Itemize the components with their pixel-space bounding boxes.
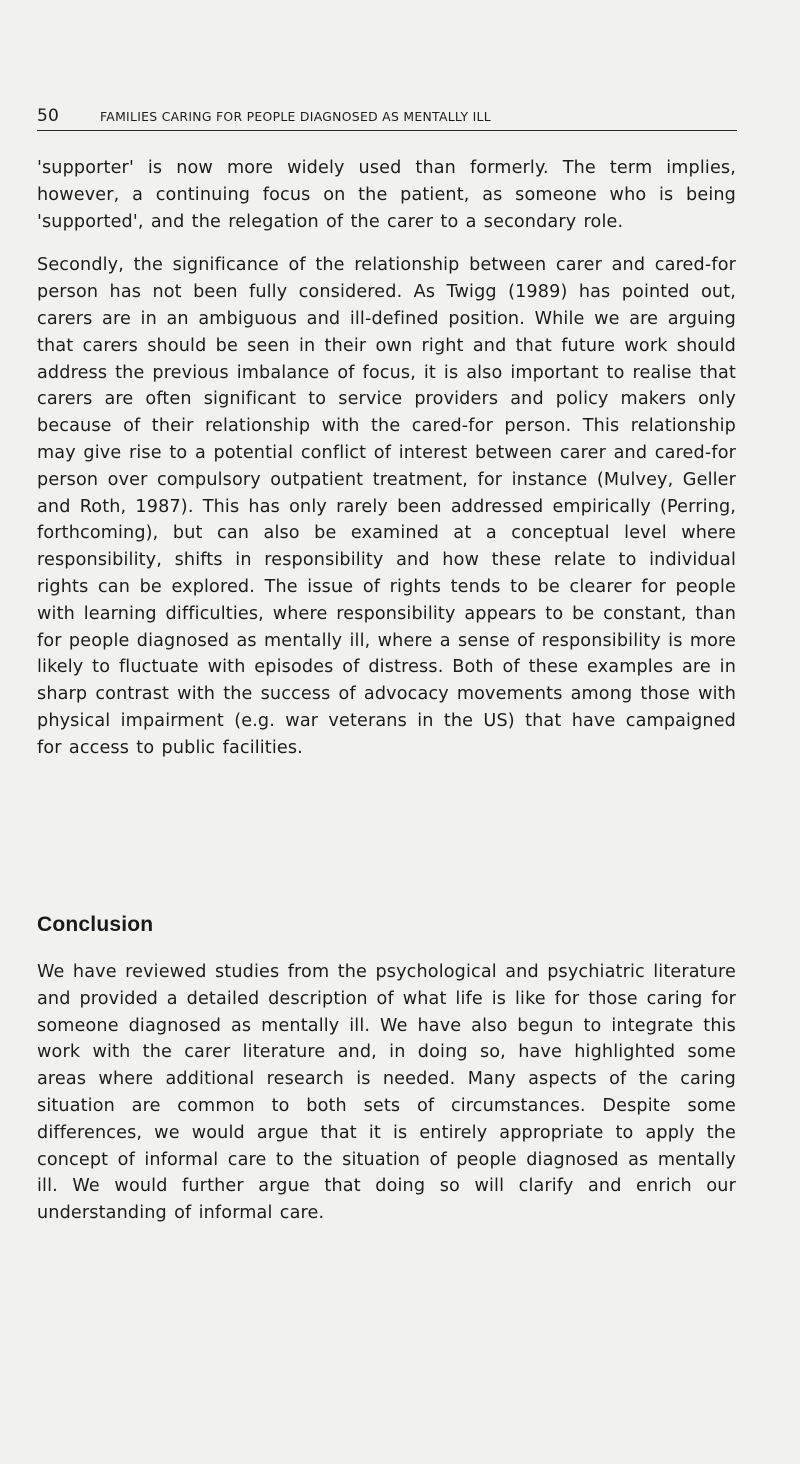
running-header bbox=[37, 106, 737, 131]
conclusion-section bbox=[37, 959, 736, 1227]
paragraph-relationship: Secondly, the significance of the relationship between carer and cared-for person has not been fully considered. As Twigg (1989) has pointed out, carers are in an ambiguous and ill-defined position. While we are arguing that carers should be seen in their own right and that future work should address the previous imbalance of focus, it is also important to realise that carers are often significant to service providers and policy makers only because of their relationship with the cared-for person. This relationship may give rise to a potential conflict of interest between carer and cared-for person over compulsory outpatient treatment, for instance (Mulvey, Geller and Roth, 1987). This has only rarely been addressed empirically (Perring, forthcoming), but can also be examined at a conceptual level where responsibility, shifts in responsibility and how these relate to individual rights can be explored. The issue of rights tends to be clearer for people with learning difficulties, where responsibility appears to be constant, than for people diagnosed as mentally ill, where a sense of responsibility is more likely to fluctuate with episodes of distress. Both of these examples are in sharp contrast with the success of advocacy movements among those with physical impairment (e.g. war veterans in the US) that have campaigned for access to public facilities. bbox=[37, 255, 736, 758]
section-heading-conclusion: Conclusion bbox=[37, 913, 154, 936]
page-number: 50 bbox=[37, 106, 60, 126]
running-title: FAMILIES CARING FOR PEOPLE DIAGNOSED AS MENTALLY ILL bbox=[100, 109, 491, 124]
paragraph-conclusion: We have reviewed studies from the psychological and psychiatric literature and provided a detailed description of what life is like for those caring for someone diagnosed as mentally ill. We have also begun to integrate this work with the carer literature and, in doing so, have highlighted some areas where additional research is needed. Many aspects of the caring situation are common to both sets of circumstances. Despite some differences, we would argue that it is entirely appropriate to apply the concept of informal care to the situation of people diagnosed as mentally ill. We would further argue that doing so will clarify and enrich our understanding of informal care. bbox=[37, 962, 736, 1224]
body-text bbox=[37, 155, 736, 762]
paragraph-supporter-term: 'supporter' is now more widely used than formerly. The term implies, however, a continuing focus on the patient, as someone who is being 'supported', and the relegation of the carer to a secondary role. bbox=[37, 158, 736, 232]
